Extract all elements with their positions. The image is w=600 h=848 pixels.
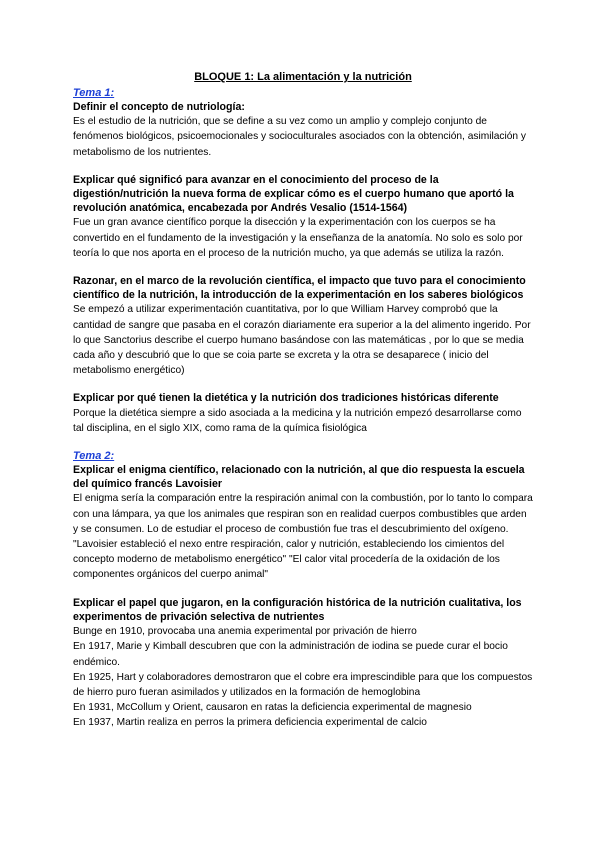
answer-privacion-line: Bunge en 1910, provocaba una anemia experimental por privación de hierro (73, 626, 417, 638)
question-lavoisier: Explicar el enigma científico, relacionado con la nutrición, al que dio respuesta la escuela del químico francés Lavoisier (73, 464, 525, 491)
spacer (73, 583, 533, 596)
spacer (73, 436, 533, 449)
tema-2-heading: Tema 2: (73, 450, 115, 463)
question-dietetica: Explicar por qué tienen la dietética y la nutrición dos tradiciones históricas diferente (73, 392, 499, 405)
spacer (73, 378, 533, 391)
spacer (73, 160, 533, 173)
answer-revolucion-cientifica: Se empezó a utilizar experimentación cuantitativa, por lo que William Harvey comprobó que la cantidad de sangre que pasaba en el corazón diariamente era superior a la del alimento ingerido. Por lo que Sanctorius describe el cuerpo humano basándose con las matemáticas , por lo que se media cada año y descubrió que lo que se coia parte se excreta y la otra se desaparece ( inicio del metabolismo energético) (73, 304, 531, 377)
question-privacion: Explicar el papel que jugaron, en la configuración histórica de la nutrición cualitativa, los experimentos de privación selectiva de nutrientes (73, 596, 522, 623)
question-vesalio: Explicar qué significó para avanzar en el conocimiento del proceso de la digestión/nutrición la nueva forma de explicar cómo es el cuerpo humano que aportó la revolución anatómica, encabezada por Andrés Vesalio (1514-1564) (73, 173, 514, 215)
answer-dietetica: Porque la dietética siempre a sido asociada a la medicina y la nutrición empezó desarrollarse como tal disciplina, en el siglo XIX, como rama de la química fisiológica (73, 407, 522, 434)
spacer (73, 261, 533, 274)
answer-lavoisier-quote: "Lavoisier estableció el nexo entre respiración, calor y nutrición, estableciendo los cimientos del concepto moderno de metabolismo energético" "El calor vital procedería de la oxidación de los componentes orgánicos del cuerpo animal" (73, 539, 505, 581)
tema-1-heading: Tema 1: (73, 87, 115, 99)
answer-privacion-line: En 1937, Martin realiza en perros la primera deficiencia experimental de calcio (73, 717, 427, 729)
document-title: BLOQUE 1: La alimentación y la nutrición (194, 71, 412, 83)
answer-lavoisier: El enigma sería la comparación entre la respiración animal con la combustión, por lo tanto lo compara con una lámpara, ya que los animales que respiran son en realidad cuerpos combustibles que arden y se consumen. Lo de estudiar el proceso de combustión fue tras el descubrimiento del oxígeno. (73, 493, 533, 535)
answer-nutriologia: Es el estudio de la nutrición, que se define a su vez como un amplio y complejo conjunto de fenómenos biológicos, psicoemocionales y socioculturales asociados con la obtención, asimilación y metabolismo de los nutrientes. (73, 116, 527, 158)
answer-privacion-line: En 1917, Marie y Kimball descubren que con la administración de iodina se puede curar el bocio endémico. (73, 641, 508, 668)
answer-privacion-line: En 1925, Hart y colaboradores demostraron que el cobre era imprescindible para que los compuestos de hierro puro fueran asimilados y utilizados en la formación de hemoglobina (73, 671, 533, 698)
question-revolucion-cientifica: Razonar, en el marco de la revolución científica, el impacto que tuvo para el conocimiento científico de la nutrición, la introducción de la experimentación en los saberes biológicos (73, 275, 526, 302)
answer-vesalio: Fue un gran avance científico porque la disección y la experimentación con los cuerpos se ha convertido en el fundamento de la investigación y la enseñanza de la anatomía. No solo es solo por teoría lo que nos aporta en el proceso de la nutrición mucho, ya que además se utiliza la razón. (73, 217, 523, 259)
answer-privacion-line: En 1931, McCollum y Orient, causaron en ratas la deficiencia experimental de magnesio (73, 702, 472, 714)
question-nutriologia: Definir el concepto de nutriología: (73, 101, 245, 113)
document-page (73, 70, 533, 731)
